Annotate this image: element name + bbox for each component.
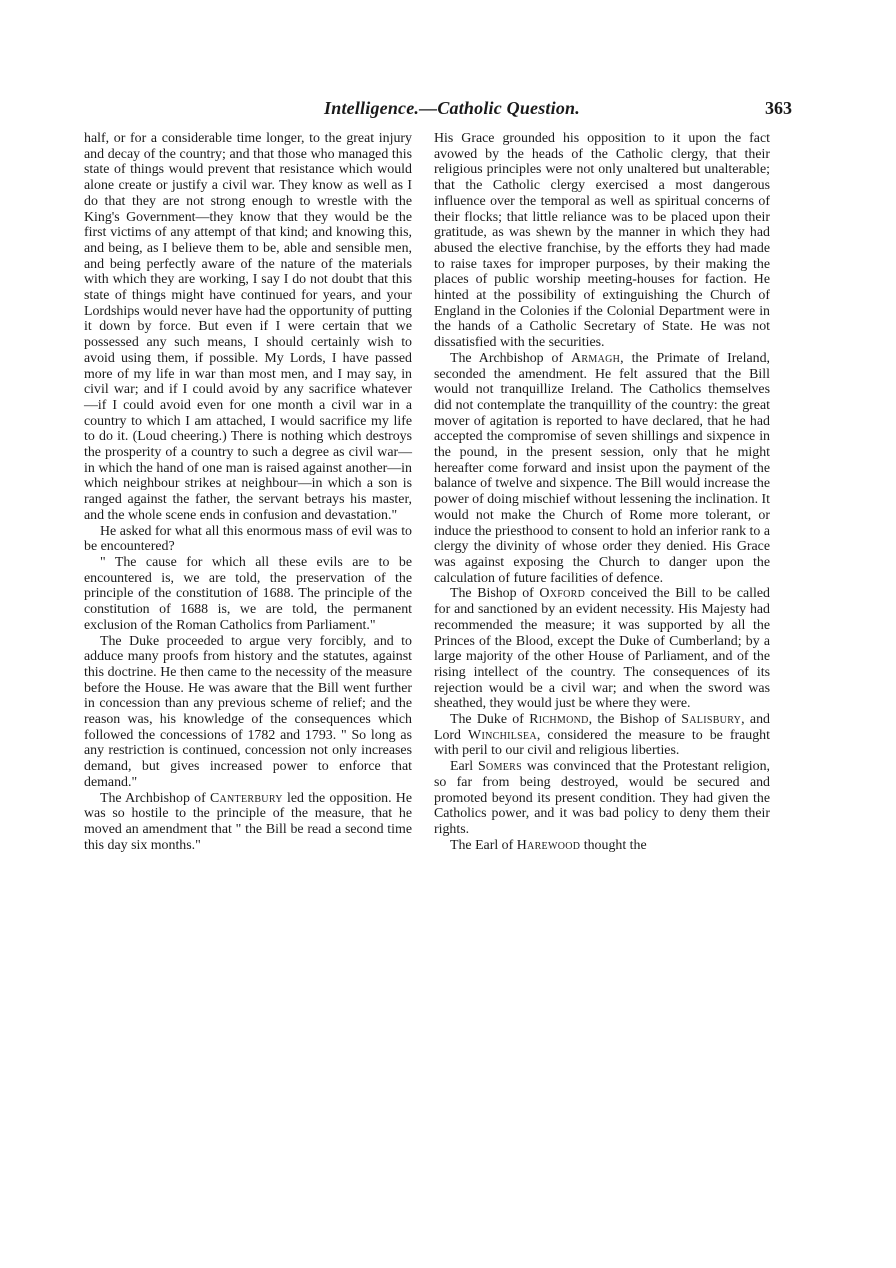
paragraph-text: , considered the measure to be fraught with peril to our civil and religious liberties. (434, 727, 770, 759)
paragraph-text: , the Bishop of (588, 712, 682, 728)
person-name: Armagh (571, 350, 621, 366)
person-name: Canterbury (209, 790, 283, 806)
paragraph-text: , and Lord (434, 712, 770, 743)
paragraph (434, 712, 770, 759)
page-number: 363 (765, 98, 792, 118)
paragraph-text: led the opposition. He was so hostile to the principle of the measure, that he moved an amendment that " the Bill be read a second time this day six months." (84, 790, 412, 853)
paragraph-text: The Archbishop of (100, 790, 210, 806)
paragraph-text: , the Primate of Ireland, seconded the amendment. He felt assured that the Bill would not tranquillize Ireland. The Catholics themselves did not contemplate the tranquillity of the country: the great mover of agitation is reported to have declared, that he had accepted the compromise of seven shillings and sixpence in the pound, in the present session, only that he might hereafter come forward and insist upon the payment of the balance of twelve and sixpence. The Bill would increase the power of doing mischief without lessening the inclination. It would not make the Church of Rome more tolerant, or induce the priesthood to consent to hold an inferior rank to a clergy the divinity of whose order they denied. His Grace was against exposing the Church to danger upon the calculation of future facilities of defence. (434, 350, 771, 586)
paragraph-text: The Bishop of (450, 586, 540, 602)
paragraph (434, 586, 770, 712)
paragraph-text: The Archbishop of (450, 350, 572, 366)
paragraph-text: Earl (450, 759, 479, 775)
left-column (84, 131, 412, 853)
paragraph-text: was convinced that the Protestant religion, so far from being destroyed, would be secured and promoted beyond its present condition. They had given the Catholics power, and it was bad policy to deny them their rights. (434, 759, 770, 837)
person-name: Salisbury (681, 712, 742, 728)
person-name: Oxford (539, 586, 586, 602)
paragraph-text: The Duke of (450, 712, 530, 728)
right-column (434, 131, 770, 853)
person-name: Richmond (529, 712, 589, 728)
paragraph-text: thought the (580, 837, 647, 853)
person-name: Harewood (516, 837, 581, 853)
paragraph-text: conceived the Bill to be called for and sanctioned by an evident necessity. His Majesty had recommended the measure; it was supported by all the Princes of the Blood, except the Duke of Cumberland; by a large majority of the other House of Parliament, and of the rising intellect of the country. The consequences of its rejection would be a civil war; and when the sword was sheathed, they would just be where they were. (434, 586, 771, 712)
paragraph (434, 838, 770, 854)
paragraph: " The cause for which all these evils are to be encountered is, we are told, the preservation of the principle of the constitution of 1688. The principle of the constitution of 1688 is, we are told, the permanent exclusion of the Roman Catholics from Parliament." (84, 554, 412, 633)
paragraph: The Duke proceeded to argue very forcibly, and to adduce many proofs from history and the statutes, against this doctrine. He then came to the necessity of the measure before the House. He was aware that the Bill went further in concession than any previous scheme of relief; and the reason was, his knowledge of the consequences which followed the concessions of 1782 and 1793. " So long as any restriction is continued, concession not only increases demand, but gives increased power to enforce that demand." (84, 633, 412, 790)
paragraph (434, 759, 770, 838)
paragraph (84, 791, 412, 854)
person-name: Winchilsea (468, 727, 537, 743)
running-header (112, 98, 792, 124)
paragraph: half, or for a considerable time longer, to the great injury and decay of the country; and that those who managed this state of things would prevent that resistance which would alone create or justify a civil war. They know as well as I do that they are not strong enough to wrestle with the King's Government—they know that they would be the first victims of any attempt of that kind; and knowing this, and being, as I believe them to be, able and sensible men, and being perfectly aware of the nature of the materials with which they are working, I say I do not doubt that this state of things might have continued for years, and your Lordships would never have had the opportunity of putting it down by force. But even if I were certain that we possessed any such means, I should certainly wish to avoid using them, if possible. My Lords, I have passed more of my life in war than most men, and I may say, in civil war; and if I could avoid by any sacrifice whatever —if I could avoid even for one month a civil war in a country to which I am attached, I would sacrifice my life to do it. (Loud cheering.) There is nothing which destroys the prosperity of a country to such a degree as civil war—in which the hand of one man is raised against another—in which neighbour strikes at neighbour—in which a son is ranged against the father, the servant betrays his master, and the whole scene ends in confusion and devastation." (84, 131, 412, 523)
paragraph (434, 351, 770, 587)
paragraph: His Grace grounded his opposition to it upon the fact avowed by the heads of the Catholic clergy, that their religious principles were not only unaltered but unalterable; that the Catholic clergy exercised a most dangerous influence over the temporal as well as spiritual concerns of their flocks; that little reliance was to be placed upon their gratitude, as was shewn by the manner in which they had abused the elective franchise, by the efforts they had made to raise taxes for improper purposes, by their making the places of public worship meeting-houses for faction. He hinted at the possibility of extinguishing the Church of England in the Colonies if the Colonial Department were in the hands of a Catholic Secretary of State. He was not dissatisfied with the securities. (434, 131, 770, 351)
person-name: Somers (478, 759, 522, 775)
paragraph: He asked for what all this enormous mass of evil was to be encountered? (84, 523, 412, 555)
paragraph-text: The Earl of (450, 837, 517, 853)
running-title: Intelligence.—Catholic Question. (324, 98, 580, 118)
